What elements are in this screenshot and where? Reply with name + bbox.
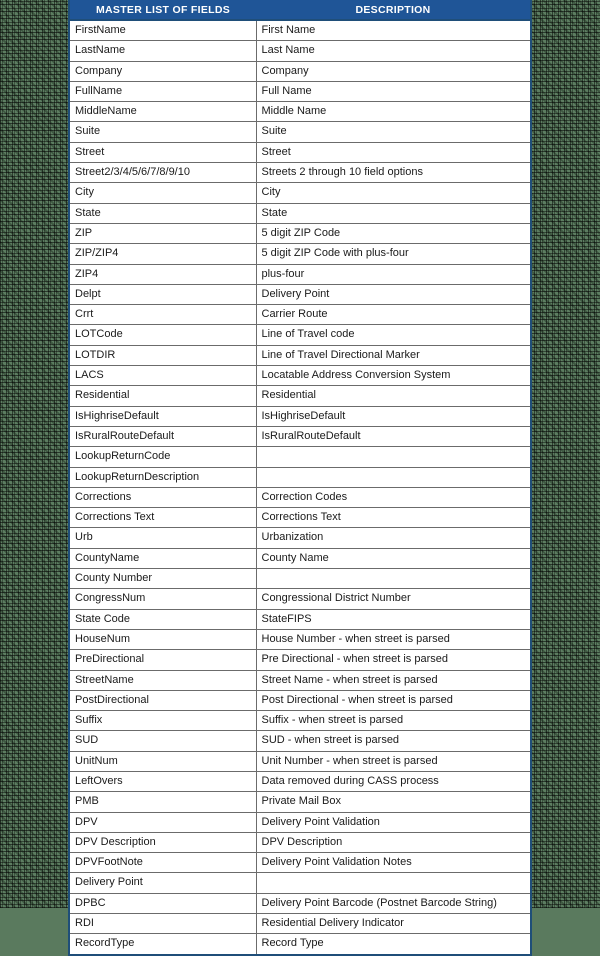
table-row bbox=[69, 528, 531, 548]
cell-field-name: CountyName bbox=[69, 548, 256, 568]
table-row bbox=[69, 609, 531, 629]
cell-field-description: State bbox=[256, 203, 531, 223]
cell-field-name: State bbox=[69, 203, 256, 223]
cell-field-name: ZIP4 bbox=[69, 264, 256, 284]
cell-field-name: LastName bbox=[69, 41, 256, 61]
table-row bbox=[69, 325, 531, 345]
table-row bbox=[69, 711, 531, 731]
cell-field-description: County Name bbox=[256, 548, 531, 568]
cell-field-name: DPBC bbox=[69, 893, 256, 913]
cell-field-name: Suite bbox=[69, 122, 256, 142]
table-row bbox=[69, 284, 531, 304]
cell-field-name: LookupReturnDescription bbox=[69, 467, 256, 487]
cell-field-description: Data removed during CASS process bbox=[256, 771, 531, 791]
cell-field-description: Streets 2 through 10 field options bbox=[256, 163, 531, 183]
cell-field-name: Street bbox=[69, 142, 256, 162]
cell-field-name: Suffix bbox=[69, 711, 256, 731]
cell-field-description: Correction Codes bbox=[256, 487, 531, 507]
cell-field-description: Post Directional - when street is parsed bbox=[256, 690, 531, 710]
cell-field-name: PreDirectional bbox=[69, 650, 256, 670]
table-row bbox=[69, 345, 531, 365]
table-row bbox=[69, 812, 531, 832]
cell-field-description: Locatable Address Conversion System bbox=[256, 366, 531, 386]
table-row bbox=[69, 467, 531, 487]
cell-field-name: County Number bbox=[69, 569, 256, 589]
cell-field-name: PMB bbox=[69, 792, 256, 812]
cell-field-description: House Number - when street is parsed bbox=[256, 629, 531, 649]
table-row bbox=[69, 61, 531, 81]
cell-field-description bbox=[256, 447, 531, 467]
cell-field-description: Street bbox=[256, 142, 531, 162]
cell-field-description: Private Mail Box bbox=[256, 792, 531, 812]
master-field-list-panel bbox=[68, 0, 530, 956]
cell-field-description: Carrier Route bbox=[256, 305, 531, 325]
table-row bbox=[69, 832, 531, 852]
table-row bbox=[69, 771, 531, 791]
cell-field-description: Congressional District Number bbox=[256, 589, 531, 609]
cell-field-name: LookupReturnCode bbox=[69, 447, 256, 467]
cell-field-description: Residential bbox=[256, 386, 531, 406]
table-row bbox=[69, 102, 531, 122]
cell-field-description: Last Name bbox=[256, 41, 531, 61]
table-row bbox=[69, 203, 531, 223]
cell-field-description: IsHighriseDefault bbox=[256, 406, 531, 426]
cell-field-name: HouseNum bbox=[69, 629, 256, 649]
cell-field-description: 5 digit ZIP Code bbox=[256, 223, 531, 243]
cell-field-name: Crrt bbox=[69, 305, 256, 325]
cell-field-name: RecordType bbox=[69, 934, 256, 955]
cell-field-description: Street Name - when street is parsed bbox=[256, 670, 531, 690]
cell-field-name: City bbox=[69, 183, 256, 203]
cell-field-name: DPV Description bbox=[69, 832, 256, 852]
table-row bbox=[69, 690, 531, 710]
cell-field-description: Middle Name bbox=[256, 102, 531, 122]
table-row bbox=[69, 163, 531, 183]
table-row bbox=[69, 386, 531, 406]
cell-field-description: Urbanization bbox=[256, 528, 531, 548]
table-row bbox=[69, 792, 531, 812]
cell-field-name: Urb bbox=[69, 528, 256, 548]
cell-field-name: FirstName bbox=[69, 20, 256, 41]
cell-field-name: LACS bbox=[69, 366, 256, 386]
table-row bbox=[69, 366, 531, 386]
cell-field-description: Delivery Point Validation bbox=[256, 812, 531, 832]
table-row bbox=[69, 81, 531, 101]
cell-field-name: RDI bbox=[69, 914, 256, 934]
cell-field-description: plus-four bbox=[256, 264, 531, 284]
cell-field-name: DPVFootNote bbox=[69, 853, 256, 873]
cell-field-description: Corrections Text bbox=[256, 508, 531, 528]
cell-field-name: MiddleName bbox=[69, 102, 256, 122]
cell-field-name: SUD bbox=[69, 731, 256, 751]
cell-field-name: FullName bbox=[69, 81, 256, 101]
cell-field-description: Suffix - when street is parsed bbox=[256, 711, 531, 731]
table-row bbox=[69, 447, 531, 467]
cell-field-description: Delivery Point bbox=[256, 284, 531, 304]
table-row bbox=[69, 426, 531, 446]
cell-field-description: SUD - when street is parsed bbox=[256, 731, 531, 751]
cell-field-description: First Name bbox=[256, 20, 531, 41]
table-row bbox=[69, 406, 531, 426]
table-row bbox=[69, 650, 531, 670]
cell-field-name: Street2/3/4/5/6/7/8/9/10 bbox=[69, 163, 256, 183]
cell-field-description bbox=[256, 569, 531, 589]
master-field-list-table bbox=[68, 0, 532, 956]
cell-field-description: IsRuralRouteDefault bbox=[256, 426, 531, 446]
cell-field-description: Delivery Point Barcode (Postnet Barcode String) bbox=[256, 893, 531, 913]
table-row bbox=[69, 264, 531, 284]
cell-field-name: IsRuralRouteDefault bbox=[69, 426, 256, 446]
table-row bbox=[69, 122, 531, 142]
cell-field-name: ZIP bbox=[69, 223, 256, 243]
table-row bbox=[69, 914, 531, 934]
table-row bbox=[69, 305, 531, 325]
cell-field-description: City bbox=[256, 183, 531, 203]
cell-field-name: PostDirectional bbox=[69, 690, 256, 710]
table-row bbox=[69, 487, 531, 507]
cell-field-description: Line of Travel Directional Marker bbox=[256, 345, 531, 365]
cell-field-name: LeftOvers bbox=[69, 771, 256, 791]
cell-field-name: Delpt bbox=[69, 284, 256, 304]
column-header-description: DESCRIPTION bbox=[256, 0, 531, 20]
table-row bbox=[69, 548, 531, 568]
cell-field-description bbox=[256, 467, 531, 487]
cell-field-name: Corrections Text bbox=[69, 508, 256, 528]
cell-field-name: LOTDIR bbox=[69, 345, 256, 365]
cell-field-name: State Code bbox=[69, 609, 256, 629]
table-row bbox=[69, 41, 531, 61]
table-row bbox=[69, 223, 531, 243]
table-row bbox=[69, 731, 531, 751]
cell-field-name: StreetName bbox=[69, 670, 256, 690]
cell-field-name: ZIP/ZIP4 bbox=[69, 244, 256, 264]
cell-field-description: Delivery Point Validation Notes bbox=[256, 853, 531, 873]
table-header bbox=[69, 0, 531, 20]
cell-field-description: Residential Delivery Indicator bbox=[256, 914, 531, 934]
cell-field-description: DPV Description bbox=[256, 832, 531, 852]
table-row bbox=[69, 183, 531, 203]
table-row bbox=[69, 893, 531, 913]
table-row bbox=[69, 873, 531, 893]
cell-field-description: Pre Directional - when street is parsed bbox=[256, 650, 531, 670]
table-row bbox=[69, 853, 531, 873]
cell-field-name: Residential bbox=[69, 386, 256, 406]
cell-field-name: LOTCode bbox=[69, 325, 256, 345]
cell-field-description: Unit Number - when street is parsed bbox=[256, 751, 531, 771]
cell-field-description: Record Type bbox=[256, 934, 531, 955]
column-header-field: MASTER LIST OF FIELDS bbox=[69, 0, 256, 20]
table-body bbox=[69, 20, 531, 955]
table-header-row bbox=[69, 0, 531, 20]
cell-field-description: 5 digit ZIP Code with plus-four bbox=[256, 244, 531, 264]
cell-field-description: StateFIPS bbox=[256, 609, 531, 629]
cell-field-name: CongressNum bbox=[69, 589, 256, 609]
cell-field-name: Delivery Point bbox=[69, 873, 256, 893]
table-row bbox=[69, 751, 531, 771]
table-row bbox=[69, 508, 531, 528]
cell-field-name: IsHighriseDefault bbox=[69, 406, 256, 426]
table-row bbox=[69, 142, 531, 162]
table-row bbox=[69, 20, 531, 41]
cell-field-description: Full Name bbox=[256, 81, 531, 101]
cell-field-name: Corrections bbox=[69, 487, 256, 507]
table-row bbox=[69, 629, 531, 649]
cell-field-description: Line of Travel code bbox=[256, 325, 531, 345]
cell-field-name: Company bbox=[69, 61, 256, 81]
table-row bbox=[69, 244, 531, 264]
table-row bbox=[69, 589, 531, 609]
cell-field-description: Company bbox=[256, 61, 531, 81]
table-row bbox=[69, 670, 531, 690]
cell-field-name: DPV bbox=[69, 812, 256, 832]
table-row bbox=[69, 569, 531, 589]
cell-field-description: Suite bbox=[256, 122, 531, 142]
cell-field-name: UnitNum bbox=[69, 751, 256, 771]
table-row bbox=[69, 934, 531, 955]
cell-field-description bbox=[256, 873, 531, 893]
